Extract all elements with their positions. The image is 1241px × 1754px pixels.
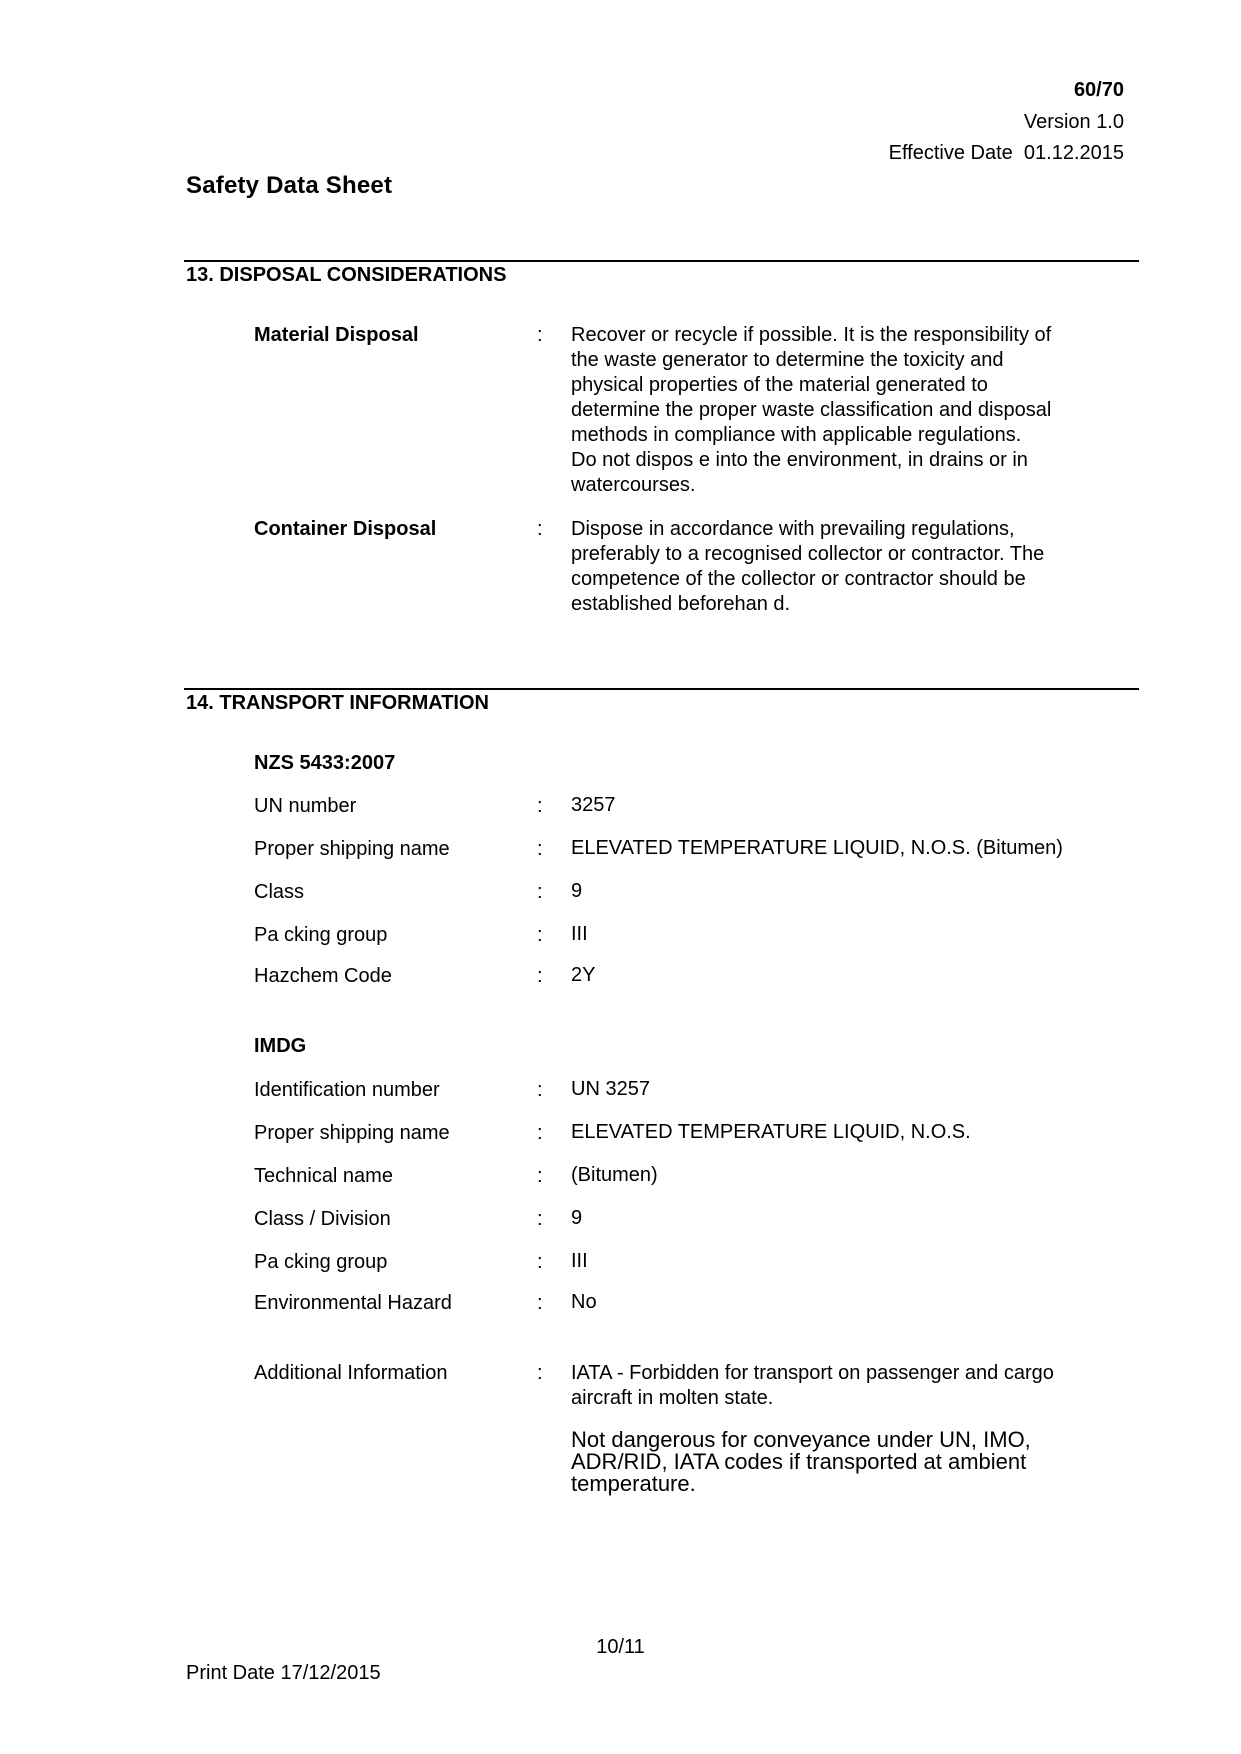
document-title: Safety Data Sheet (186, 172, 393, 199)
additional-information-colon: : (537, 1362, 543, 1384)
container-disposal-colon: : (537, 518, 543, 540)
section-13-heading: 13. DISPOSAL CONSIDERATIONS (186, 264, 507, 286)
class-division-value: 9 (571, 1207, 583, 1229)
nzs-shipping-name-colon: : (537, 838, 543, 860)
class-division-label: Class / Division (254, 1208, 391, 1230)
technical-name-label: Technical name (254, 1165, 393, 1187)
nzs-packing-group-value: III (571, 923, 588, 945)
identification-number-colon: : (537, 1079, 543, 1101)
identification-number-label: Identification number (254, 1079, 440, 1101)
imdg-shipping-name-colon: : (537, 1122, 543, 1144)
imdg-packing-group-colon: : (537, 1251, 543, 1273)
section-14-rule (184, 688, 1139, 690)
hazchem-code-label: Hazchem Code (254, 965, 392, 987)
imdg-subheading: IMDG (254, 1035, 307, 1057)
nzs-shipping-name-label: Proper shipping name (254, 838, 450, 860)
section-13-rule (184, 260, 1139, 262)
additional-information-note: Not dangerous for conveyance under UN, IMO, ADR/RID, IATA codes if transported at ambient temperature. (571, 1427, 1031, 1496)
identification-number-value: UN 3257 (571, 1078, 650, 1100)
environmental-hazard-colon: : (537, 1292, 543, 1314)
print-date: Print Date 17/12/2015 (186, 1662, 381, 1684)
un-number-colon: : (537, 795, 543, 817)
nzs-class-colon: : (537, 881, 543, 903)
un-number-label: UN number (254, 795, 357, 817)
additional-information-value: IATA - Forbidden for transport on passenger and cargo aircraft in molten state. (571, 1362, 1054, 1409)
effective-date: Effective Date 01.12.2015 (888, 142, 1124, 164)
environmental-hazard-label: Environmental Hazard (254, 1292, 452, 1314)
material-disposal-value: Recover or recycle if possible. It is the responsibility of the waste generator to determine the toxicity and physical properties of the material generated to determine the proper waste classification and disposal methods in compliance with applicable regulations. Do not dispos e into the environment, in drains or in watercourses. (571, 324, 1052, 496)
imdg-packing-group-value: III (571, 1250, 588, 1272)
additional-information-label: Additional Information (254, 1362, 448, 1384)
imdg-shipping-name-label: Proper shipping name (254, 1122, 450, 1144)
imdg-packing-group-label: Pa cking group (254, 1251, 388, 1273)
version: Version 1.0 (1023, 111, 1124, 133)
page-of-total: 60/70 (1073, 79, 1124, 101)
imdg-shipping-name-value: ELEVATED TEMPERATURE LIQUID, N.O.S. (571, 1121, 971, 1143)
container-disposal-label: Container Disposal (254, 518, 437, 540)
footer-page-number: 10/11 (596, 1636, 645, 1658)
nzs-class-value: 9 (571, 880, 583, 902)
nzs-subheading: NZS 5433:2007 (254, 752, 396, 774)
hazchem-code-colon: : (537, 965, 543, 987)
nzs-packing-group-colon: : (537, 924, 543, 946)
un-number-value: 3257 (571, 794, 616, 816)
technical-name-colon: : (537, 1165, 543, 1187)
environmental-hazard-value: No (571, 1291, 597, 1313)
container-disposal-value: Dispose in accordance with prevailing regulations, preferably to a recognised collector or contractor. The competence of the collector or contractor should be established beforehan d. (571, 518, 1045, 615)
nzs-class-label: Class (254, 881, 305, 903)
material-disposal-colon: : (537, 324, 543, 346)
technical-name-value: (Bitumen) (571, 1164, 658, 1186)
nzs-shipping-name-value: ELEVATED TEMPERATURE LIQUID, N.O.S. (Bitumen) (571, 837, 1063, 859)
hazchem-code-value: 2Y (571, 964, 596, 986)
nzs-packing-group-label: Pa cking group (254, 924, 388, 946)
material-disposal-label: Material Disposal (254, 324, 419, 346)
section-14-heading: 14. TRANSPORT INFORMATION (186, 692, 489, 714)
class-division-colon: : (537, 1208, 543, 1230)
